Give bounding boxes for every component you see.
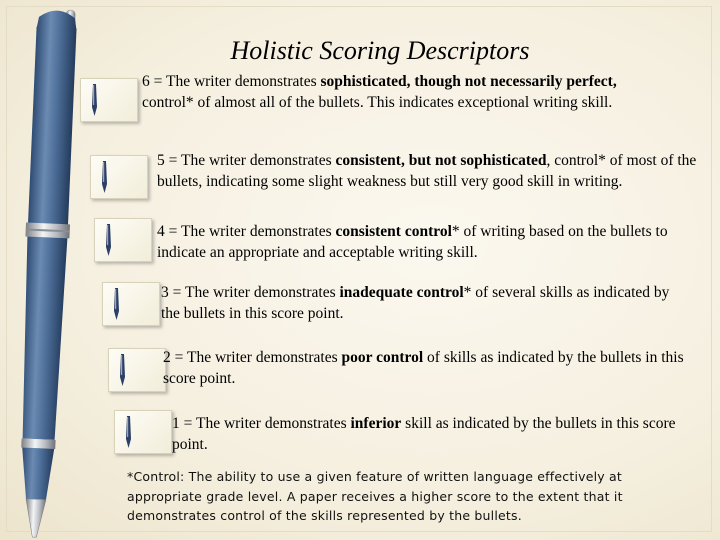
descriptor-rest: skill as indicated by the bullets in this score point.: [172, 415, 676, 453]
descriptor-intro: The writer demonstrates: [192, 415, 351, 432]
descriptor-rest: * of several skills as indicated by the bullets in this score point.: [161, 284, 670, 322]
score-number: 3 =: [161, 284, 182, 301]
descriptor-intro: The writer demonstrates: [177, 152, 336, 169]
descriptor-1: [172, 413, 702, 455]
pen-icon: [107, 287, 125, 321]
descriptor-3: [161, 282, 681, 324]
bullet-box-3: [102, 282, 160, 326]
pen-icon: [119, 415, 137, 449]
bullet-box-1: [114, 410, 172, 454]
pen-icon: [113, 353, 131, 387]
descriptor-key-phrase: sophisticated, though not necessarily perfect,: [320, 73, 617, 90]
descriptor-intro: The writer demonstrates: [162, 73, 321, 90]
descriptor-key-phrase: inferior: [350, 415, 402, 432]
bullet-box-5: [90, 155, 148, 199]
bullet-box-2: [108, 348, 166, 392]
page-title: Holistic Scoring Descriptors: [230, 36, 530, 65]
descriptor-intro: The writer demonstrates: [183, 349, 342, 366]
bullet-box-6: [80, 78, 138, 122]
descriptor-rest: * of writing based on the bullets to indicate an appropriate and acceptable writing skill.: [157, 223, 668, 261]
descriptor-key-phrase: inadequate control: [339, 284, 464, 301]
bullet-box-4: [94, 218, 152, 262]
pen-icon: [85, 83, 103, 117]
descriptor-key-phrase: consistent, but not sophisticated: [335, 152, 547, 169]
descriptor-intro: The writer demonstrates: [177, 223, 336, 240]
descriptor-2: [163, 347, 693, 389]
control-footnote: *Control: The ability to use a given feature of written language effectively at appropriate grade level. A paper receives a higher score to the extent that it demonstrates control of the skills represented by the bullets.: [127, 469, 623, 523]
score-number: 2 =: [163, 349, 184, 366]
score-number: 5 =: [157, 152, 178, 169]
pen-icon: [99, 223, 117, 257]
descriptor-rest: , control* of most of the bullets, indicating some slight weakness but still very good skill in writing.: [157, 152, 697, 190]
pen-icon: [95, 160, 113, 194]
descriptor-rest: of skills as indicated by the bullets in this score point.: [163, 349, 684, 387]
descriptor-5: [157, 150, 697, 192]
descriptor-intro: The writer demonstrates: [181, 284, 340, 301]
score-number: 1 =: [172, 415, 193, 432]
score-number: 6 =: [142, 73, 163, 90]
score-number: 4 =: [157, 223, 178, 240]
descriptor-key-phrase: consistent control: [335, 223, 452, 240]
descriptor-6: [142, 71, 662, 113]
descriptor-4: [157, 221, 697, 263]
descriptor-rest: control* of almost all of the bullets. This indicates exceptional writing skill.: [142, 94, 613, 111]
descriptor-key-phrase: poor control: [341, 349, 424, 366]
